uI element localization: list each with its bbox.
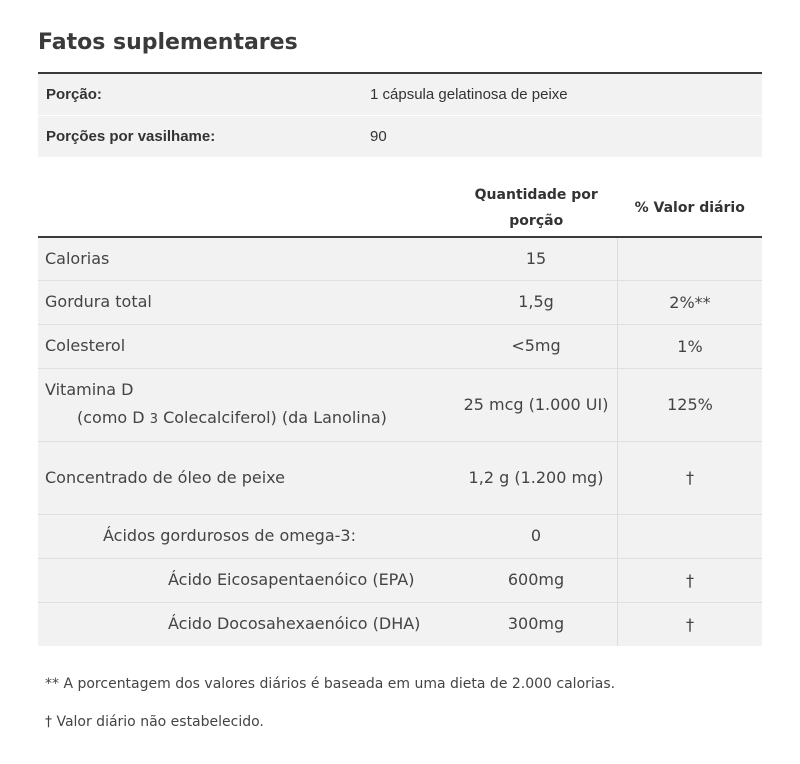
nutrient-name-cell [38, 368, 455, 441]
table-row [38, 237, 762, 280]
nutrient-amount: 300mg [455, 602, 618, 646]
header-daily-value: % Valor diário [618, 180, 763, 237]
nutrient-amount: 15 [455, 237, 618, 280]
nutrient-name: Gordura total [38, 280, 455, 324]
nutrient-name: Colesterol [38, 324, 455, 368]
nutrient-name: Ácido Eicosapentaenóico (EPA) [38, 558, 455, 602]
nutrient-dv: † [618, 602, 763, 646]
nutrient-dv: † [618, 441, 763, 514]
table-row [38, 602, 762, 646]
table-row [38, 324, 762, 368]
nutrient-name: Calorias [38, 237, 455, 280]
nutrient-dv [618, 514, 763, 558]
nutrient-dv: 2%** [618, 280, 763, 324]
page-title: Fatos suplementares [38, 30, 298, 55]
subtext-subscript: 3 [149, 411, 158, 427]
footnote-dagger: † Valor diário não estabelecido. [45, 714, 264, 730]
nutrient-amount: 1,5g [455, 280, 618, 324]
serving-info [38, 72, 762, 158]
nutrient-amount: 1,2 g (1.200 mg) [455, 441, 618, 514]
servings-per-container-value: 90 [370, 128, 387, 145]
header-amount: Quantidade por porção [455, 180, 618, 237]
nutrient-name: Ácidos gordurosos de omega-3: [38, 514, 455, 558]
nutrient-dv [618, 237, 763, 280]
nutrient-amount: 25 mcg (1.000 UI) [455, 368, 618, 441]
nutrient-name: Concentrado de óleo de peixe [38, 441, 455, 514]
nutrient-amount: 600mg [455, 558, 618, 602]
nutrient-dv: † [618, 558, 763, 602]
subtext-pre: (como D [77, 407, 145, 427]
table-row [38, 558, 762, 602]
nutrients-table [38, 180, 762, 646]
footnote-dv-basis: ** A porcentagem dos valores diários é baseada em uma dieta de 2.000 calorias. [45, 676, 616, 692]
nutrient-name: Ácido Docosahexaenóico (DHA) [38, 602, 455, 646]
serving-size-label: Porção: [46, 86, 102, 103]
nutrient-name: Vitamina D [45, 379, 134, 399]
serving-size-value: 1 cápsula gelatinosa de peixe [370, 86, 568, 103]
table-header-row [38, 180, 762, 237]
serving-size-row [38, 74, 762, 116]
nutrient-amount: 0 [455, 514, 618, 558]
header-nutrient [38, 180, 455, 237]
servings-per-container-row [38, 116, 762, 158]
nutrient-amount: <5mg [455, 324, 618, 368]
servings-per-container-label: Porções por vasilhame: [46, 128, 216, 145]
nutrient-dv: 125% [618, 368, 763, 441]
table-row [38, 441, 762, 514]
table-row [38, 514, 762, 558]
table-row [38, 280, 762, 324]
nutrient-dv: 1% [618, 324, 763, 368]
table-row [38, 368, 762, 441]
subtext-post: Colecalciferol) (da Lanolina) [163, 407, 387, 427]
nutrient-subtext [45, 404, 387, 434]
